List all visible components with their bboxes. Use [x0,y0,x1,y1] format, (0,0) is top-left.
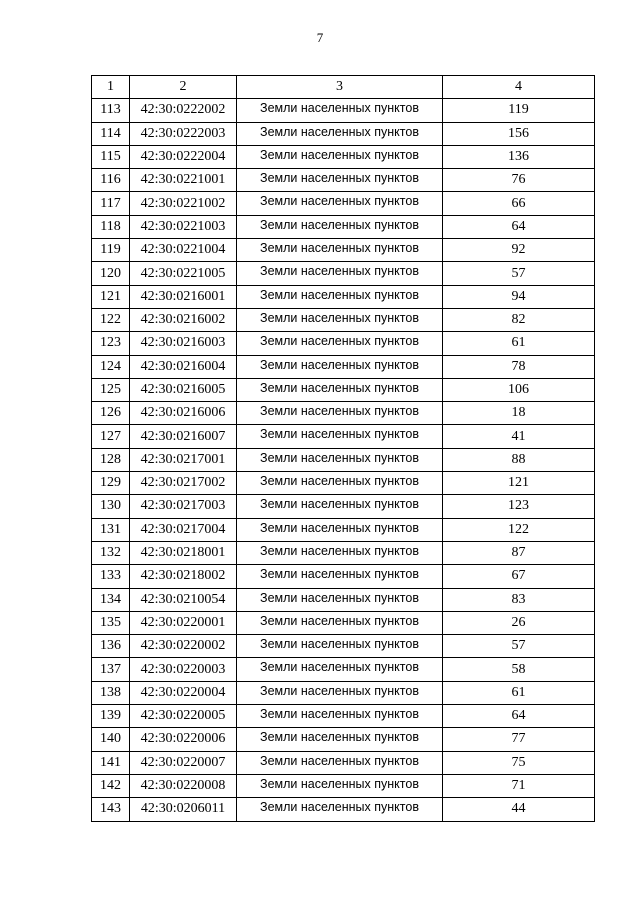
row-number-cell: 131 [92,518,130,541]
land-category-cell: Земли населенных пунктов [237,239,443,262]
table-row [92,122,595,145]
value-cell: 44 [443,798,595,821]
table-row [92,448,595,471]
value-cell: 26 [443,611,595,634]
row-number-cell: 137 [92,658,130,681]
value-cell: 87 [443,541,595,564]
land-category-cell: Земли населенных пунктов [237,285,443,308]
value-cell: 77 [443,728,595,751]
cadastral-number-cell: 42:30:0216001 [130,285,237,308]
cadastral-number-cell: 42:30:0217002 [130,472,237,495]
value-cell: 121 [443,472,595,495]
table-row [92,169,595,192]
row-number-cell: 122 [92,308,130,331]
row-number-cell: 120 [92,262,130,285]
cadastral-number-cell: 42:30:0216006 [130,402,237,425]
page-number: 7 [316,30,324,45]
land-category-cell: Земли населенных пунктов [237,262,443,285]
table-row [92,588,595,611]
land-category-cell: Земли населенных пунктов [237,192,443,215]
table-row [92,495,595,518]
cadastral-number-cell: 42:30:0217003 [130,495,237,518]
table-row [92,262,595,285]
value-cell: 106 [443,378,595,401]
table-row [92,518,595,541]
value-cell: 136 [443,145,595,168]
value-cell: 61 [443,332,595,355]
land-category-cell: Земли населенных пунктов [237,798,443,821]
land-category-cell: Земли населенных пунктов [237,378,443,401]
value-cell: 76 [443,169,595,192]
row-number-cell: 132 [92,541,130,564]
table-row [92,192,595,215]
row-number-cell: 139 [92,705,130,728]
cadastral-number-cell: 42:30:0216002 [130,308,237,331]
value-cell: 57 [443,262,595,285]
land-category-cell: Земли населенных пунктов [237,99,443,122]
land-category-cell: Земли населенных пунктов [237,635,443,658]
land-category-cell: Земли населенных пунктов [237,145,443,168]
cadastral-number-cell: 42:30:0222004 [130,145,237,168]
cadastral-number-cell: 42:30:0221005 [130,262,237,285]
row-number-cell: 121 [92,285,130,308]
table-header-row [92,76,595,99]
value-cell: 64 [443,705,595,728]
land-category-cell: Земли населенных пунктов [237,658,443,681]
value-cell: 119 [443,99,595,122]
row-number-cell: 126 [92,402,130,425]
table-row [92,705,595,728]
value-cell: 82 [443,308,595,331]
land-category-cell: Земли населенных пунктов [237,472,443,495]
row-number-cell: 116 [92,169,130,192]
cadastral-number-cell: 42:30:0220008 [130,774,237,797]
cadastral-number-cell: 42:30:0216003 [130,332,237,355]
cadastral-number-cell: 42:30:0216005 [130,378,237,401]
row-number-cell: 113 [92,99,130,122]
row-number-cell: 123 [92,332,130,355]
land-category-cell: Земли населенных пунктов [237,681,443,704]
land-category-cell: Земли населенных пунктов [237,425,443,448]
table-row [92,728,595,751]
land-category-cell: Земли населенных пунктов [237,751,443,774]
table-row [92,751,595,774]
value-cell: 58 [443,658,595,681]
land-category-cell: Земли населенных пунктов [237,495,443,518]
land-registry-table [91,75,595,822]
value-cell: 156 [443,122,595,145]
land-category-cell: Земли населенных пунктов [237,122,443,145]
value-cell: 78 [443,355,595,378]
row-number-cell: 143 [92,798,130,821]
row-number-cell: 141 [92,751,130,774]
table-row [92,332,595,355]
value-cell: 122 [443,518,595,541]
table-row [92,541,595,564]
table-row [92,402,595,425]
row-number-cell: 114 [92,122,130,145]
land-category-cell: Земли населенных пунктов [237,728,443,751]
column-header: 4 [443,76,595,99]
value-cell: 61 [443,681,595,704]
land-category-cell: Земли населенных пунктов [237,308,443,331]
value-cell: 18 [443,402,595,425]
row-number-cell: 127 [92,425,130,448]
land-category-cell: Земли населенных пунктов [237,611,443,634]
row-number-cell: 118 [92,215,130,238]
table-row [92,308,595,331]
value-cell: 41 [443,425,595,448]
land-category-cell: Земли населенных пунктов [237,355,443,378]
cadastral-number-cell: 42:30:0220004 [130,681,237,704]
value-cell: 123 [443,495,595,518]
row-number-cell: 125 [92,378,130,401]
table-row [92,565,595,588]
land-category-cell: Земли населенных пунктов [237,565,443,588]
cadastral-number-cell: 42:30:0222002 [130,99,237,122]
cadastral-number-cell: 42:30:0220007 [130,751,237,774]
land-category-cell: Земли населенных пунктов [237,541,443,564]
land-category-cell: Земли населенных пунктов [237,448,443,471]
table-row [92,472,595,495]
table-row [92,285,595,308]
cadastral-number-cell: 42:30:0221002 [130,192,237,215]
table-body [92,99,595,821]
value-cell: 94 [443,285,595,308]
value-cell: 83 [443,588,595,611]
row-number-cell: 140 [92,728,130,751]
land-category-cell: Земли населенных пунктов [237,402,443,425]
table-row [92,239,595,262]
table-row [92,658,595,681]
table-row [92,611,595,634]
row-number-cell: 135 [92,611,130,634]
land-category-cell: Земли населенных пунктов [237,518,443,541]
table-row [92,145,595,168]
table-row [92,378,595,401]
cadastral-number-cell: 42:30:0216004 [130,355,237,378]
row-number-cell: 115 [92,145,130,168]
cadastral-number-cell: 42:30:0220006 [130,728,237,751]
row-number-cell: 138 [92,681,130,704]
table-row [92,798,595,821]
land-category-cell: Земли населенных пунктов [237,705,443,728]
column-header: 3 [237,76,443,99]
row-number-cell: 134 [92,588,130,611]
row-number-cell: 130 [92,495,130,518]
table-row [92,99,595,122]
column-header: 1 [92,76,130,99]
cadastral-number-cell: 42:30:0221003 [130,215,237,238]
cadastral-number-cell: 42:30:0221001 [130,169,237,192]
table-row [92,681,595,704]
land-category-cell: Земли населенных пунктов [237,332,443,355]
table-row [92,355,595,378]
cadastral-number-cell: 42:30:0220005 [130,705,237,728]
cadastral-number-cell: 42:30:0216007 [130,425,237,448]
value-cell: 92 [443,239,595,262]
land-category-cell: Земли населенных пунктов [237,588,443,611]
cadastral-number-cell: 42:30:0222003 [130,122,237,145]
land-category-cell: Земли населенных пунктов [237,215,443,238]
cadastral-number-cell: 42:30:0206011 [130,798,237,821]
cadastral-number-cell: 42:30:0217001 [130,448,237,471]
table-row [92,215,595,238]
cadastral-number-cell: 42:30:0210054 [130,588,237,611]
value-cell: 67 [443,565,595,588]
row-number-cell: 124 [92,355,130,378]
row-number-cell: 129 [92,472,130,495]
table-row [92,425,595,448]
value-cell: 71 [443,774,595,797]
row-number-cell: 128 [92,448,130,471]
value-cell: 88 [443,448,595,471]
table-row [92,774,595,797]
land-category-cell: Земли населенных пунктов [237,169,443,192]
row-number-cell: 142 [92,774,130,797]
cadastral-number-cell: 42:30:0221004 [130,239,237,262]
value-cell: 57 [443,635,595,658]
value-cell: 66 [443,192,595,215]
cadastral-number-cell: 42:30:0220001 [130,611,237,634]
row-number-cell: 133 [92,565,130,588]
row-number-cell: 117 [92,192,130,215]
value-cell: 64 [443,215,595,238]
cadastral-number-cell: 42:30:0220002 [130,635,237,658]
land-category-cell: Земли населенных пунктов [237,774,443,797]
cadastral-number-cell: 42:30:0217004 [130,518,237,541]
cadastral-number-cell: 42:30:0220003 [130,658,237,681]
value-cell: 75 [443,751,595,774]
table-row [92,635,595,658]
row-number-cell: 119 [92,239,130,262]
cadastral-number-cell: 42:30:0218001 [130,541,237,564]
column-header: 2 [130,76,237,99]
cadastral-number-cell: 42:30:0218002 [130,565,237,588]
row-number-cell: 136 [92,635,130,658]
